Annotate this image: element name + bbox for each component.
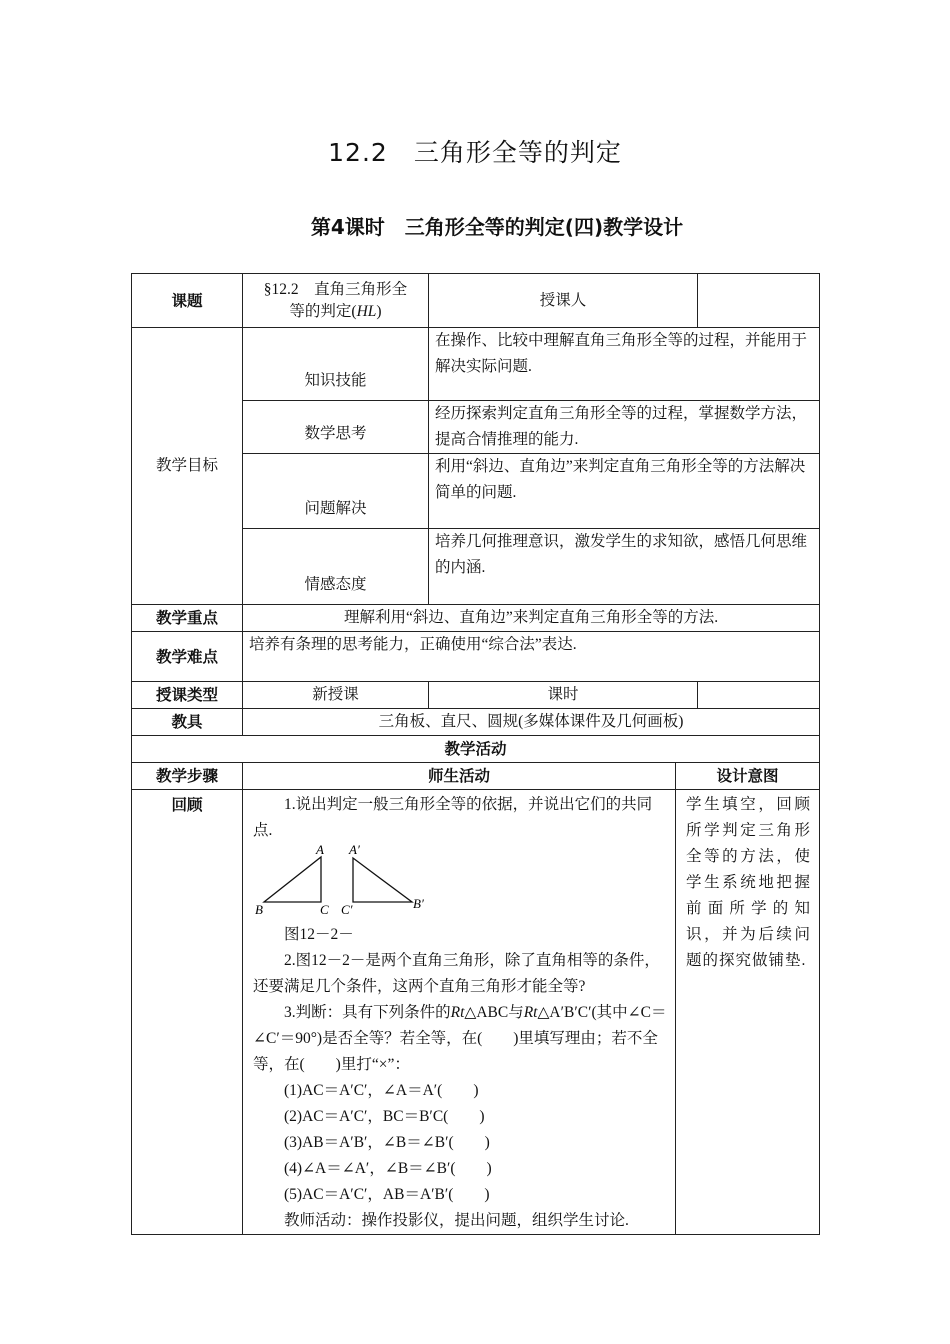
figure-caption: 图12－2－ <box>284 926 354 943</box>
topic-label: 课题 <box>132 274 243 328</box>
col-step: 教学步骤 <box>132 763 243 790</box>
judge-item: (5)AC＝A′C′，AB＝A′B′( ) <box>284 1186 490 1203</box>
goal-name: 情感态度 <box>243 529 429 605</box>
activity-columns-row <box>132 763 820 790</box>
type-value: 新授课 <box>243 682 429 709</box>
type-label: 授课类型 <box>132 682 243 709</box>
tools-row <box>132 709 820 736</box>
type-row <box>132 682 820 709</box>
lesson-plan-table <box>131 273 820 1235</box>
label-B: B <box>255 902 263 917</box>
review-step: 回顾 <box>132 790 243 1235</box>
triangle-abc <box>264 857 321 902</box>
difficulty-text: 培养有条理的思考能力，正确使用“综合法”表达. <box>243 632 820 682</box>
topic-hl: HL <box>356 302 377 320</box>
col-intent: 设计意图 <box>676 763 820 790</box>
judge-item: (4)∠A＝∠A′，∠B＝∠B′( ) <box>284 1160 492 1177</box>
q3-part-b: △ABC与 <box>464 1004 524 1021</box>
goal-text: 培养几何推理意识，激发学生的求知欲，感悟几何思维的内涵. <box>429 529 820 605</box>
label-A: A <box>316 844 324 857</box>
question-1: 1.说出判定一般三角形全等的依据，并说出它们的共同点. <box>253 796 653 839</box>
focus-text: 理解利用“斜边、直角边”来判定直角三角形全等的方法. <box>243 605 820 632</box>
col-activity: 师生活动 <box>243 763 676 790</box>
hours-label: 课时 <box>429 682 698 709</box>
hours-value <box>698 682 820 709</box>
judge-item: (3)AB＝A′B′，∠B＝∠B′( ) <box>284 1134 490 1151</box>
activity-header-row <box>132 736 820 763</box>
goal-text: 利用“斜边、直角边”来判定直角三角形全等的方法解决简单的问题. <box>429 454 820 529</box>
judge-item: (1)AC＝A′C′，∠A＝A′( ) <box>284 1082 479 1099</box>
label-C-prime: C′ <box>341 902 353 917</box>
difficulty-label: 教学难点 <box>132 632 243 682</box>
review-activity <box>243 790 676 1235</box>
difficulty-row <box>132 632 820 682</box>
goal-row <box>132 328 820 401</box>
activity-header: 教学活动 <box>132 736 820 763</box>
triangle-figure <box>255 844 667 922</box>
teacher-activity: 教师活动：操作投影仪，提出问题，组织学生讨论. <box>284 1212 629 1229</box>
focus-row <box>132 605 820 632</box>
label-C: C <box>320 902 329 917</box>
rt-1: Rt <box>450 1004 465 1021</box>
goal-text: 在操作、比较中理解直角三角形全等的过程，并能用于解决实际问题. <box>429 328 820 401</box>
review-row <box>132 790 820 1235</box>
triangle-a2b2c2 <box>353 858 412 902</box>
page-title: 12.2 三角形全等的判定 <box>328 138 622 167</box>
page-subtitle: 第4课时 三角形全等的判定(四)教学设计 <box>310 215 684 239</box>
goal-name: 问题解决 <box>243 454 429 529</box>
judge-item: (2)AC＝A′C′，BC＝B′C( ) <box>284 1108 485 1125</box>
review-intent: 学生填空，回顾所学判定三角形全等的方法，使学生系统地把握前面所学的知识，并为后续问题的探究做铺垫. <box>676 790 820 1235</box>
tools-value: 三角板、直尺、圆规(多媒体课件及几何画板) <box>243 709 820 736</box>
question-3 <box>253 1000 667 1078</box>
goal-text: 经历探索判定直角三角形全等的过程，掌握数学方法，提高合情推理的能力. <box>429 401 820 454</box>
triangles-svg <box>255 844 455 922</box>
label-B-prime: B′ <box>413 896 424 911</box>
label-A-prime: A′ <box>349 844 360 857</box>
question-2: 2.图12－2－是两个直角三角形，除了直角相等的条件，还要满足几个条件，这两个直角三角形才能全等? <box>253 952 660 995</box>
goal-name: 知识技能 <box>243 328 429 401</box>
tools-label: 教具 <box>132 709 243 736</box>
topic-value <box>243 274 429 328</box>
teacher-value <box>698 274 820 328</box>
topic-line2c: ) <box>376 302 382 320</box>
teacher-label: 授课人 <box>429 274 698 328</box>
q3-part-c: △A′B′C′(其中∠C＝∠C′＝90°)是否全等？若全等，在( )里填写理由；若不全等，在( )里打“×”： <box>253 1004 667 1073</box>
rt-2: Rt <box>523 1004 538 1021</box>
focus-label: 教学重点 <box>132 605 243 632</box>
goal-name: 数学思考 <box>243 401 429 454</box>
topic-line2a: 等的判定( <box>289 302 357 320</box>
goals-label: 教学目标 <box>132 328 243 605</box>
topic-row <box>132 274 820 328</box>
q3-part-a: 3.判断：具有下列条件的 <box>284 1004 451 1021</box>
topic-line1: §12.2 直角三角形全 <box>263 280 408 298</box>
